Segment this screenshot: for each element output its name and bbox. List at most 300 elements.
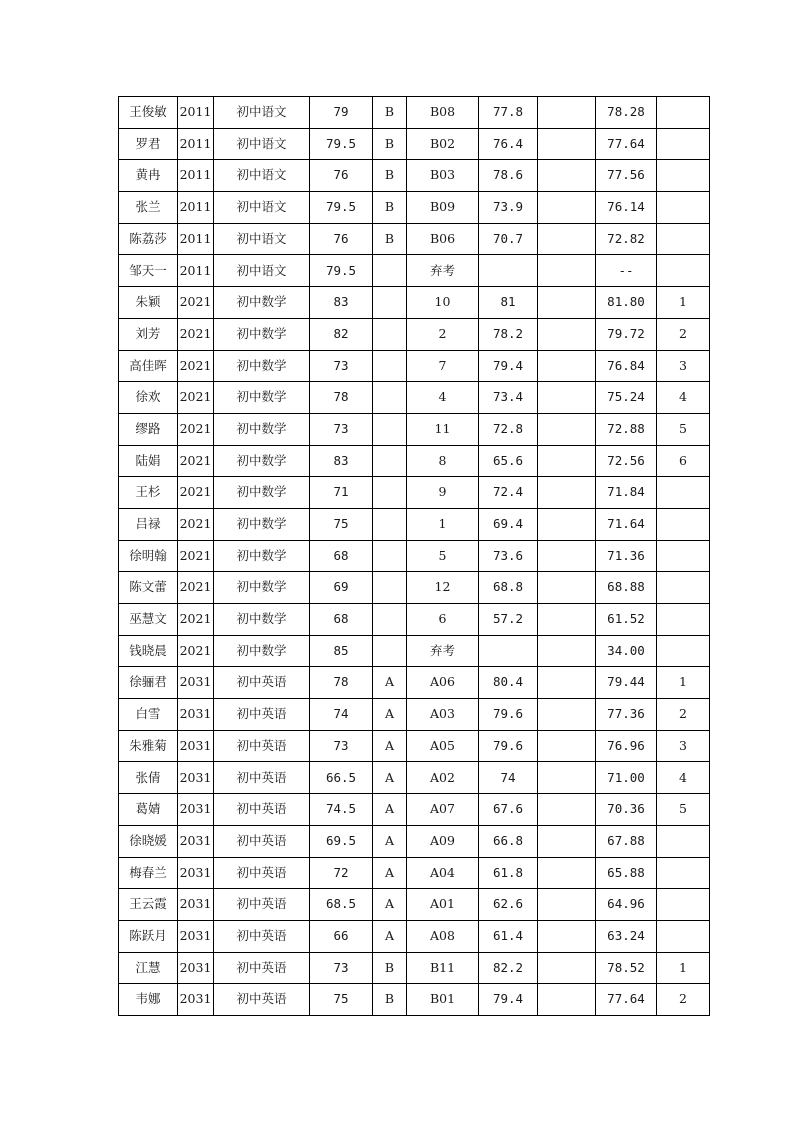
table-row (119, 255, 710, 287)
cell-total-score: 71.00 (596, 762, 657, 794)
cell-group: A (373, 667, 407, 699)
cell-written-score: 69 (310, 572, 373, 604)
cell-name: 刘芳 (119, 318, 178, 350)
cell-draw-number: 12 (407, 572, 479, 604)
cell-position-code: 2031 (178, 825, 214, 857)
cell-total-score: 81.80 (596, 287, 657, 319)
cell-subject: 初中英语 (214, 952, 310, 984)
cell-blank (538, 762, 596, 794)
table-row (119, 192, 710, 224)
cell-blank (538, 572, 596, 604)
cell-written-score: 79.5 (310, 192, 373, 224)
cell-total-score: 76.96 (596, 730, 657, 762)
cell-blank (538, 540, 596, 572)
cell-rank: 1 (657, 952, 710, 984)
cell-blank (538, 97, 596, 129)
cell-group: B (373, 223, 407, 255)
cell-name: 陈荔莎 (119, 223, 178, 255)
cell-group: A (373, 857, 407, 889)
cell-interview-score: 73.4 (479, 382, 538, 414)
cell-name: 徐欢 (119, 382, 178, 414)
cell-total-score: 78.28 (596, 97, 657, 129)
table-row (119, 287, 710, 319)
cell-position-code: 2031 (178, 794, 214, 826)
cell-interview-score: 79.6 (479, 730, 538, 762)
cell-blank (538, 984, 596, 1016)
cell-total-score: 75.24 (596, 382, 657, 414)
cell-position-code: 2021 (178, 318, 214, 350)
cell-interview-score: 78.6 (479, 160, 538, 192)
cell-subject: 初中英语 (214, 794, 310, 826)
cell-draw-number: 2 (407, 318, 479, 350)
cell-rank: 5 (657, 794, 710, 826)
cell-position-code: 2011 (178, 97, 214, 129)
cell-written-score: 79.5 (310, 128, 373, 160)
cell-group: A (373, 825, 407, 857)
cell-draw-number: B06 (407, 223, 479, 255)
cell-group (373, 572, 407, 604)
cell-rank: 2 (657, 699, 710, 731)
cell-position-code: 2031 (178, 920, 214, 952)
cell-draw-number: 6 (407, 604, 479, 636)
cell-draw-number: B01 (407, 984, 479, 1016)
cell-subject: 初中语文 (214, 160, 310, 192)
cell-draw-number: 8 (407, 445, 479, 477)
cell-subject: 初中数学 (214, 318, 310, 350)
cell-total-score: 79.44 (596, 667, 657, 699)
cell-name: 陈跃月 (119, 920, 178, 952)
cell-blank (538, 889, 596, 921)
cell-blank (538, 920, 596, 952)
cell-name: 王俊敏 (119, 97, 178, 129)
cell-written-score: 75 (310, 984, 373, 1016)
cell-name: 黄冉 (119, 160, 178, 192)
table-row (119, 635, 710, 667)
cell-subject: 初中英语 (214, 857, 310, 889)
cell-interview-score: 74 (479, 762, 538, 794)
cell-subject: 初中英语 (214, 984, 310, 1016)
table-row (119, 794, 710, 826)
cell-total-score: 71.84 (596, 477, 657, 509)
cell-blank (538, 413, 596, 445)
table-row (119, 508, 710, 540)
cell-written-score: 79 (310, 97, 373, 129)
cell-interview-score: 81 (479, 287, 538, 319)
cell-subject: 初中语文 (214, 223, 310, 255)
cell-group (373, 413, 407, 445)
cell-rank (657, 223, 710, 255)
cell-name: 韦娜 (119, 984, 178, 1016)
cell-draw-number: B09 (407, 192, 479, 224)
cell-blank (538, 604, 596, 636)
cell-subject: 初中语文 (214, 128, 310, 160)
cell-subject: 初中语文 (214, 97, 310, 129)
cell-interview-score: 68.8 (479, 572, 538, 604)
cell-subject: 初中英语 (214, 730, 310, 762)
cell-subject: 初中数学 (214, 445, 310, 477)
cell-subject: 初中数学 (214, 572, 310, 604)
cell-position-code: 2011 (178, 128, 214, 160)
table-row (119, 540, 710, 572)
table-row (119, 857, 710, 889)
cell-blank (538, 318, 596, 350)
cell-position-code: 2031 (178, 952, 214, 984)
cell-name: 吕禄 (119, 508, 178, 540)
cell-subject: 初中英语 (214, 920, 310, 952)
cell-group: B (373, 984, 407, 1016)
cell-subject: 初中数学 (214, 477, 310, 509)
cell-name: 缪路 (119, 413, 178, 445)
cell-written-score: 82 (310, 318, 373, 350)
cell-interview-score: 79.4 (479, 350, 538, 382)
cell-blank (538, 667, 596, 699)
cell-subject: 初中英语 (214, 699, 310, 731)
cell-position-code: 2021 (178, 540, 214, 572)
cell-rank (657, 128, 710, 160)
cell-position-code: 2021 (178, 572, 214, 604)
cell-draw-number: 弃考 (407, 635, 479, 667)
cell-blank (538, 223, 596, 255)
cell-total-score: 71.36 (596, 540, 657, 572)
cell-group (373, 382, 407, 414)
cell-draw-number: 7 (407, 350, 479, 382)
cell-written-score: 68.5 (310, 889, 373, 921)
cell-written-score: 83 (310, 287, 373, 319)
table-row (119, 920, 710, 952)
cell-rank (657, 825, 710, 857)
cell-interview-score: 57.2 (479, 604, 538, 636)
cell-subject: 初中数学 (214, 604, 310, 636)
cell-position-code: 2031 (178, 857, 214, 889)
cell-written-score: 76 (310, 160, 373, 192)
cell-total-score: 70.36 (596, 794, 657, 826)
cell-rank (657, 255, 710, 287)
cell-interview-score: 76.4 (479, 128, 538, 160)
cell-written-score: 73 (310, 730, 373, 762)
cell-name: 江慧 (119, 952, 178, 984)
table-row (119, 762, 710, 794)
cell-draw-number: A04 (407, 857, 479, 889)
cell-interview-score: 70.7 (479, 223, 538, 255)
table-row (119, 984, 710, 1016)
cell-name: 朱颖 (119, 287, 178, 319)
cell-group: A (373, 794, 407, 826)
cell-position-code: 2021 (178, 413, 214, 445)
table-row (119, 825, 710, 857)
cell-name: 白雪 (119, 699, 178, 731)
table-row (119, 413, 710, 445)
cell-total-score: 79.72 (596, 318, 657, 350)
cell-written-score: 73 (310, 413, 373, 445)
cell-blank (538, 857, 596, 889)
cell-group: B (373, 97, 407, 129)
cell-draw-number: A05 (407, 730, 479, 762)
cell-blank (538, 350, 596, 382)
cell-written-score: 79.5 (310, 255, 373, 287)
cell-rank (657, 920, 710, 952)
cell-position-code: 2021 (178, 445, 214, 477)
cell-total-score: 65.88 (596, 857, 657, 889)
table-row (119, 699, 710, 731)
cell-blank (538, 477, 596, 509)
table-row (119, 97, 710, 129)
table-row (119, 604, 710, 636)
cell-blank (538, 508, 596, 540)
table-row (119, 128, 710, 160)
cell-interview-score: 66.8 (479, 825, 538, 857)
cell-total-score: 72.56 (596, 445, 657, 477)
cell-written-score: 71 (310, 477, 373, 509)
cell-written-score: 68 (310, 604, 373, 636)
cell-group (373, 287, 407, 319)
cell-blank (538, 635, 596, 667)
cell-subject: 初中英语 (214, 889, 310, 921)
cell-total-score: 76.14 (596, 192, 657, 224)
cell-rank: 2 (657, 984, 710, 1016)
cell-total-score: 67.88 (596, 825, 657, 857)
cell-position-code: 2011 (178, 160, 214, 192)
cell-total-score: 64.96 (596, 889, 657, 921)
cell-blank (538, 160, 596, 192)
cell-interview-score: 77.8 (479, 97, 538, 129)
cell-written-score: 83 (310, 445, 373, 477)
cell-draw-number: B08 (407, 97, 479, 129)
cell-name: 朱雅菊 (119, 730, 178, 762)
cell-blank (538, 952, 596, 984)
cell-rank: 4 (657, 762, 710, 794)
cell-position-code: 2021 (178, 287, 214, 319)
cell-written-score: 85 (310, 635, 373, 667)
cell-position-code: 2011 (178, 223, 214, 255)
cell-rank (657, 192, 710, 224)
cell-draw-number: A02 (407, 762, 479, 794)
cell-total-score: 61.52 (596, 604, 657, 636)
cell-name: 罗君 (119, 128, 178, 160)
cell-name: 徐晓媛 (119, 825, 178, 857)
table-row (119, 160, 710, 192)
cell-group (373, 350, 407, 382)
cell-written-score: 76 (310, 223, 373, 255)
cell-written-score: 73 (310, 350, 373, 382)
table-row (119, 889, 710, 921)
cell-subject: 初中语文 (214, 255, 310, 287)
table-row (119, 952, 710, 984)
cell-written-score: 73 (310, 952, 373, 984)
cell-rank: 5 (657, 413, 710, 445)
cell-interview-score: 72.4 (479, 477, 538, 509)
cell-total-score: 63.24 (596, 920, 657, 952)
cell-rank: 3 (657, 350, 710, 382)
cell-rank: 1 (657, 667, 710, 699)
cell-written-score: 68 (310, 540, 373, 572)
cell-subject: 初中英语 (214, 667, 310, 699)
cell-written-score: 74.5 (310, 794, 373, 826)
cell-blank (538, 255, 596, 287)
cell-name: 葛婧 (119, 794, 178, 826)
cell-rank: 3 (657, 730, 710, 762)
cell-blank (538, 825, 596, 857)
cell-rank (657, 508, 710, 540)
cell-interview-score (479, 255, 538, 287)
cell-interview-score: 79.4 (479, 984, 538, 1016)
cell-interview-score: 78.2 (479, 318, 538, 350)
cell-interview-score: 80.4 (479, 667, 538, 699)
cell-name: 陆娟 (119, 445, 178, 477)
cell-draw-number: A06 (407, 667, 479, 699)
cell-rank (657, 889, 710, 921)
cell-name: 巫慧文 (119, 604, 178, 636)
cell-name: 邹天一 (119, 255, 178, 287)
table-row (119, 667, 710, 699)
cell-total-score: 77.56 (596, 160, 657, 192)
cell-draw-number: A08 (407, 920, 479, 952)
cell-subject: 初中数学 (214, 413, 310, 445)
cell-interview-score: 65.6 (479, 445, 538, 477)
cell-written-score: 72 (310, 857, 373, 889)
cell-name: 王杉 (119, 477, 178, 509)
cell-total-score: 72.82 (596, 223, 657, 255)
cell-written-score: 66 (310, 920, 373, 952)
cell-interview-score: 69.4 (479, 508, 538, 540)
cell-total-score: 77.36 (596, 699, 657, 731)
cell-draw-number: B02 (407, 128, 479, 160)
cell-blank (538, 794, 596, 826)
cell-group (373, 445, 407, 477)
cell-interview-score: 79.6 (479, 699, 538, 731)
cell-draw-number: 10 (407, 287, 479, 319)
cell-draw-number: B03 (407, 160, 479, 192)
cell-group: A (373, 762, 407, 794)
cell-subject: 初中英语 (214, 762, 310, 794)
cell-rank (657, 604, 710, 636)
cell-rank (657, 857, 710, 889)
cell-subject: 初中数学 (214, 350, 310, 382)
cell-draw-number: A01 (407, 889, 479, 921)
cell-group: A (373, 889, 407, 921)
cell-position-code: 2031 (178, 730, 214, 762)
cell-name: 徐明翰 (119, 540, 178, 572)
cell-interview-score: 62.6 (479, 889, 538, 921)
cell-written-score: 75 (310, 508, 373, 540)
cell-total-score: 77.64 (596, 984, 657, 1016)
cell-draw-number: 5 (407, 540, 479, 572)
cell-blank (538, 382, 596, 414)
cell-draw-number: 4 (407, 382, 479, 414)
cell-rank (657, 160, 710, 192)
cell-group: A (373, 699, 407, 731)
cell-name: 王云霞 (119, 889, 178, 921)
cell-draw-number: A09 (407, 825, 479, 857)
table-row (119, 350, 710, 382)
cell-blank (538, 730, 596, 762)
cell-interview-score (479, 635, 538, 667)
cell-position-code: 2031 (178, 699, 214, 731)
cell-total-score: 68.88 (596, 572, 657, 604)
cell-group: B (373, 160, 407, 192)
cell-subject: 初中数学 (214, 508, 310, 540)
cell-total-score: 78.52 (596, 952, 657, 984)
score-table (118, 96, 710, 1016)
cell-position-code: 2031 (178, 667, 214, 699)
cell-subject: 初中数学 (214, 287, 310, 319)
cell-group (373, 635, 407, 667)
cell-name: 张兰 (119, 192, 178, 224)
cell-written-score: 66.5 (310, 762, 373, 794)
cell-position-code: 2021 (178, 508, 214, 540)
cell-total-score: 76.84 (596, 350, 657, 382)
cell-total-score: 72.88 (596, 413, 657, 445)
cell-group (373, 318, 407, 350)
cell-group (373, 540, 407, 572)
cell-group: A (373, 730, 407, 762)
cell-written-score: 74 (310, 699, 373, 731)
cell-position-code: 2031 (178, 984, 214, 1016)
cell-blank (538, 128, 596, 160)
cell-position-code: 2031 (178, 762, 214, 794)
table-row (119, 382, 710, 414)
cell-subject: 初中英语 (214, 825, 310, 857)
cell-rank: 2 (657, 318, 710, 350)
cell-subject: 初中语文 (214, 192, 310, 224)
table-row (119, 572, 710, 604)
cell-group (373, 477, 407, 509)
cell-total-score: 34.00 (596, 635, 657, 667)
table-row (119, 223, 710, 255)
cell-group (373, 604, 407, 636)
cell-interview-score: 61.8 (479, 857, 538, 889)
cell-position-code: 2021 (178, 604, 214, 636)
cell-name: 陈文蕾 (119, 572, 178, 604)
cell-total-score: -- (596, 255, 657, 287)
cell-subject: 初中数学 (214, 382, 310, 414)
cell-group: B (373, 952, 407, 984)
cell-subject: 初中数学 (214, 635, 310, 667)
cell-blank (538, 699, 596, 731)
cell-position-code: 2021 (178, 350, 214, 382)
cell-interview-score: 67.6 (479, 794, 538, 826)
cell-draw-number: A03 (407, 699, 479, 731)
cell-blank (538, 192, 596, 224)
table-row (119, 445, 710, 477)
cell-position-code: 2031 (178, 889, 214, 921)
cell-position-code: 2021 (178, 635, 214, 667)
table-row (119, 477, 710, 509)
cell-rank (657, 572, 710, 604)
cell-position-code: 2011 (178, 255, 214, 287)
cell-name: 梅春兰 (119, 857, 178, 889)
cell-rank (657, 477, 710, 509)
cell-rank (657, 540, 710, 572)
cell-rank (657, 635, 710, 667)
cell-draw-number: 1 (407, 508, 479, 540)
cell-rank (657, 97, 710, 129)
cell-draw-number: 11 (407, 413, 479, 445)
cell-interview-score: 72.8 (479, 413, 538, 445)
cell-blank (538, 445, 596, 477)
cell-draw-number: 弃考 (407, 255, 479, 287)
cell-name: 高佳晖 (119, 350, 178, 382)
table-body (119, 97, 710, 1016)
cell-subject: 初中数学 (214, 540, 310, 572)
cell-draw-number: B11 (407, 952, 479, 984)
cell-group: B (373, 192, 407, 224)
cell-position-code: 2021 (178, 477, 214, 509)
cell-draw-number: A07 (407, 794, 479, 826)
cell-written-score: 78 (310, 667, 373, 699)
cell-group: B (373, 128, 407, 160)
cell-blank (538, 287, 596, 319)
cell-group (373, 508, 407, 540)
